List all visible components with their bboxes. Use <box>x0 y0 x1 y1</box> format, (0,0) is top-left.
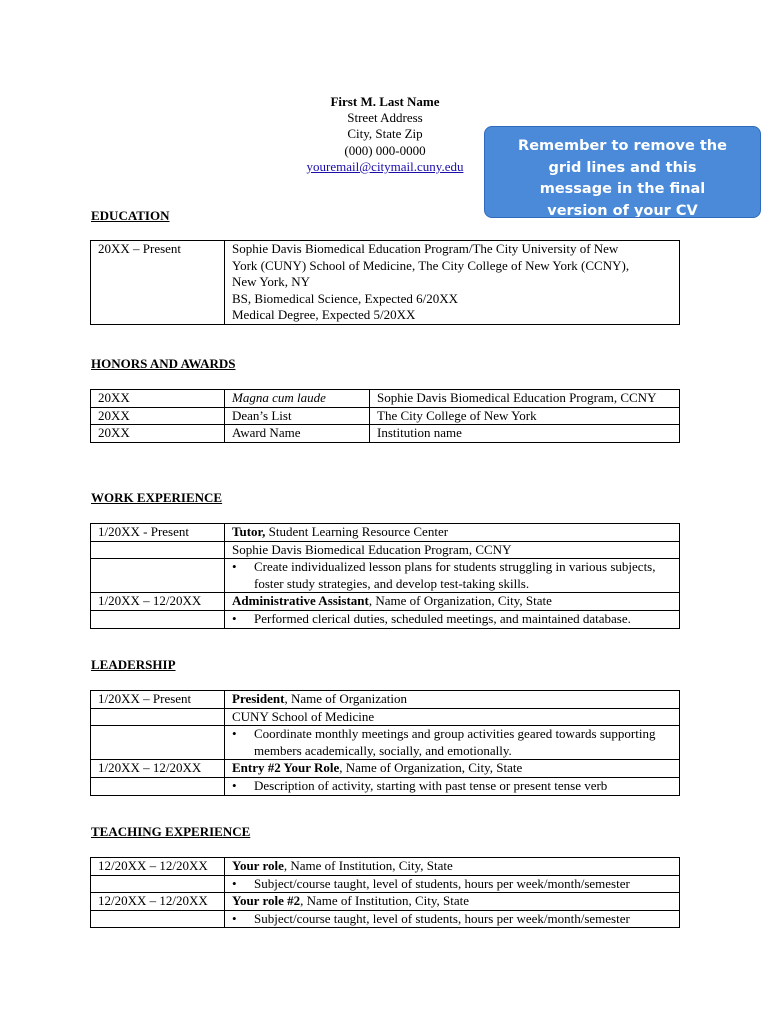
teaching-table <box>90 857 680 928</box>
honor-award: Magna cum laude <box>225 390 370 408</box>
work-organization: , Name of Organization, City, State <box>368 593 552 609</box>
leadership-entry <box>225 760 680 778</box>
callout-line: Remember to remove the <box>518 138 727 154</box>
honor-award: Dean’s List <box>225 407 370 425</box>
leadership-table <box>90 690 680 796</box>
work-subline: Sophie Davis Biomedical Education Program, CCNY <box>225 541 680 559</box>
education-date: 20XX – Present <box>91 241 225 325</box>
honor-date: 20XX <box>91 407 225 425</box>
table-row <box>91 593 680 611</box>
table-row <box>91 875 680 893</box>
table-row <box>91 726 680 760</box>
table-row <box>91 407 680 425</box>
leadership-date: 1/20XX – Present <box>91 691 225 709</box>
table-row <box>91 559 680 593</box>
work-entry <box>225 524 680 542</box>
education-line: BS, Biomedical Science, Expected 6/20XX <box>232 290 459 306</box>
teaching-entry <box>225 893 680 911</box>
table-row <box>91 241 680 325</box>
table-row <box>91 760 680 778</box>
applicant-name: First M. Last Name <box>330 94 440 109</box>
phone-number: (000) 000-0000 <box>344 142 426 158</box>
education-line: Medical Degree, Expected 5/20XX <box>232 307 416 323</box>
honors-table <box>90 389 680 443</box>
table-row <box>91 858 680 876</box>
honor-institution: The City College of New York <box>370 407 680 425</box>
table-row <box>91 390 680 408</box>
leadership-organization: , Name of Organization, City, State <box>339 760 523 776</box>
work-date: 1/20XX - Present <box>91 524 225 542</box>
table-row <box>91 610 680 628</box>
leadership-subline: CUNY School of Medicine <box>225 708 680 726</box>
work-entry <box>225 593 680 611</box>
teaching-institution: , Name of Institution, City, State <box>283 858 453 873</box>
leadership-entry <box>225 691 680 709</box>
teaching-bullet: • Subject/course taught, level of students, hours per week/month/semester <box>232 876 675 893</box>
table-row <box>91 524 680 542</box>
teaching-role: Your role <box>232 858 284 873</box>
education-line: Sophie Davis Biomedical Education Program/The City University of New <box>232 241 619 256</box>
work-date: 1/20XX – 12/20XX <box>91 593 225 611</box>
work-role: Administrative Assistant <box>232 593 369 609</box>
leadership-role: President <box>232 691 285 706</box>
honor-institution: Institution name <box>370 425 680 443</box>
teaching-date: 12/20XX – 12/20XX <box>91 893 225 911</box>
street-address: Street Address <box>347 110 423 126</box>
education-heading: EDUCATION <box>91 208 170 223</box>
reminder-callout <box>484 126 761 218</box>
callout-line: grid lines and this <box>548 159 697 176</box>
table-row <box>91 910 680 928</box>
table-row <box>91 425 680 443</box>
table-row <box>91 708 680 726</box>
education-line: York (CUNY) School of Medicine, The City College of New York (CCNY), <box>232 257 630 273</box>
honor-date: 20XX <box>91 390 225 408</box>
teaching-date: 12/20XX – 12/20XX <box>91 858 225 876</box>
table-row <box>91 893 680 911</box>
work-organization: Student Learning Resource Center <box>265 524 449 539</box>
teaching-entry <box>225 858 680 876</box>
callout-line: version of your CV <box>547 202 698 218</box>
work-role: Tutor, <box>232 524 266 539</box>
leadership-heading: LEADERSHIP <box>91 657 176 672</box>
education-details <box>225 241 680 325</box>
email-link[interactable]: youremail@citymail.cuny.edu <box>306 158 464 174</box>
work-table <box>90 523 680 629</box>
teaching-role: Your role #2 <box>232 893 301 909</box>
callout-line: message in the final <box>539 181 706 197</box>
leadership-bullet: • Coordinate monthly meetings and group activities geared towards supporting members academically, socially, and emotionally. <box>232 726 675 759</box>
city-state-zip: City, State Zip <box>347 126 423 142</box>
honor-award: Award Name <box>225 425 370 443</box>
honors-heading: HONORS AND AWARDS <box>91 356 236 371</box>
education-table <box>90 240 680 325</box>
work-bullet: • Create individualized lesson plans for students struggling in various subjects, foster study strategies, and develop test-taking skills. <box>232 559 675 592</box>
education-line: New York, NY <box>232 274 311 290</box>
table-row <box>91 777 680 795</box>
teaching-bullet: • Subject/course taught, level of students, hours per week/month/semester <box>232 911 675 928</box>
teaching-institution: , Name of Institution, City, State <box>300 893 470 909</box>
table-row <box>91 691 680 709</box>
work-heading: WORK EXPERIENCE <box>91 490 223 505</box>
table-row <box>91 541 680 559</box>
leadership-bullet: • Description of activity, starting with past tense or present tense verb <box>232 778 675 795</box>
honor-institution: Sophie Davis Biomedical Education Program, CCNY <box>370 390 680 408</box>
leadership-organization: , Name of Organization <box>284 691 407 706</box>
leadership-role: Entry #2 Your Role <box>232 760 340 776</box>
honor-date: 20XX <box>91 425 225 443</box>
work-bullet: • Performed clerical duties, scheduled meetings, and maintained database. <box>232 611 675 628</box>
leadership-date: 1/20XX – 12/20XX <box>91 760 225 778</box>
teaching-heading: TEACHING EXPERIENCE <box>91 824 251 839</box>
